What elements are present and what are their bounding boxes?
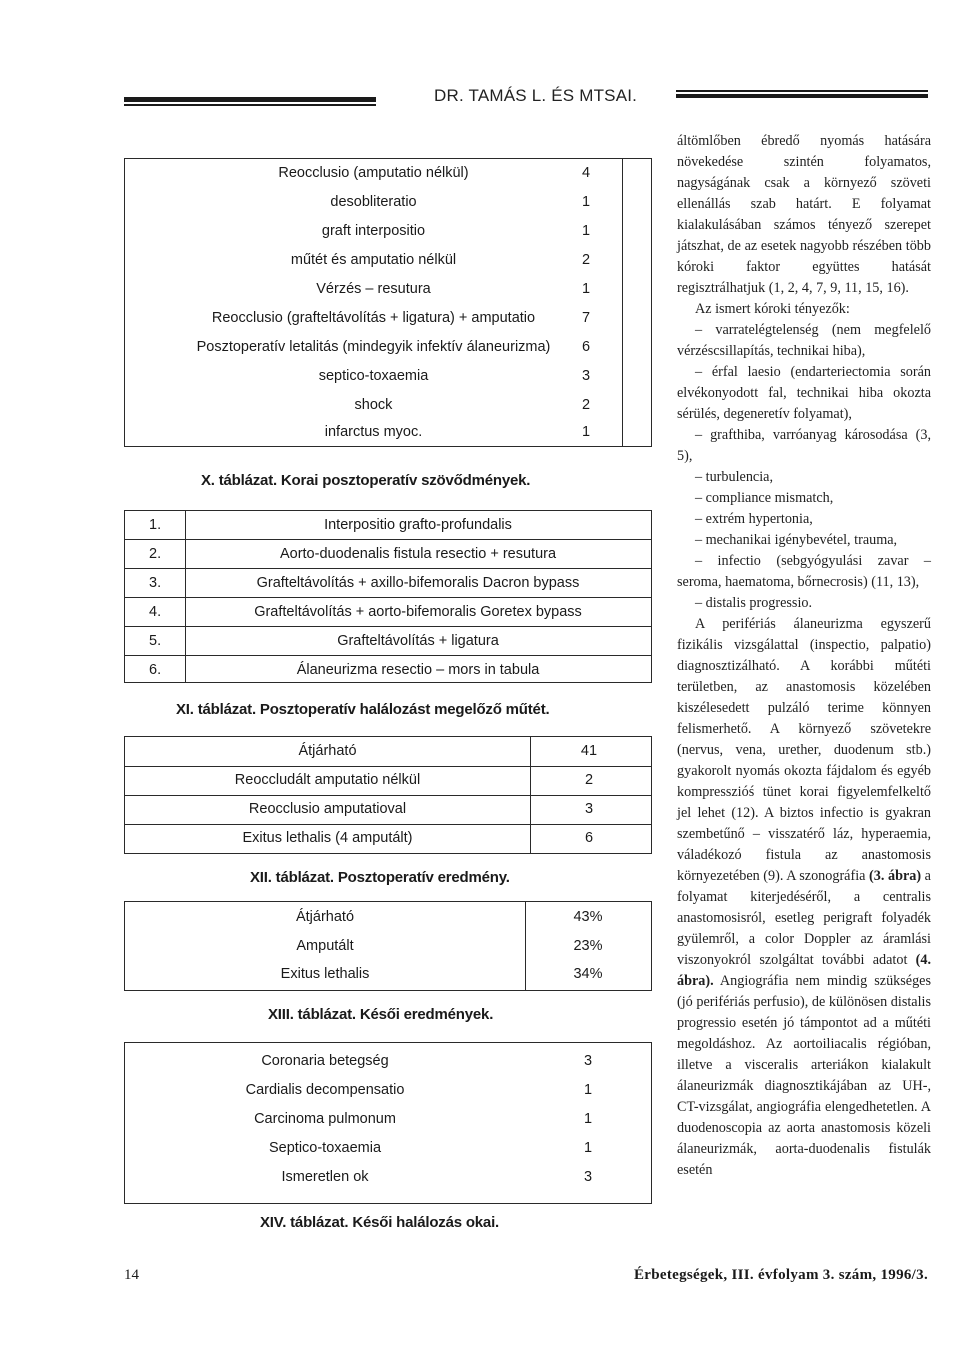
row-label: Aorto-duodenalis fistula resectio + resutura xyxy=(279,546,557,562)
row-label: graft interpositio xyxy=(321,223,426,239)
row-divider xyxy=(125,766,651,767)
row-divider xyxy=(125,655,651,656)
row-label: műtét és amputatio nélkül xyxy=(290,252,457,268)
table-x xyxy=(124,158,652,447)
row-divider xyxy=(125,824,651,825)
row-label: Átjárható xyxy=(298,743,357,759)
list-item: – mechanikai igénybevétel, trauma, xyxy=(695,532,898,548)
paragraph-text: a folyamat kiterjedéséről, a centralis anastomosisról, esetleg perigraft folyadék gyülemről, a color Doppler az áramlási viszonyokról szolgáltat további adatot xyxy=(677,868,931,968)
row-value: 1 xyxy=(583,1140,593,1156)
row-label: Grafteltávolítás + ligatura xyxy=(337,633,499,649)
figure-reference: (3. ábra) xyxy=(869,868,922,884)
row-label: Ismeretlen ok xyxy=(281,1169,369,1185)
row-value: 1 xyxy=(583,1082,593,1098)
row-number: 6. xyxy=(149,662,162,678)
row-label: Interpositio grafto-profundalis xyxy=(324,517,512,533)
row-label: shock xyxy=(354,397,393,413)
row-label: Posztoperatív letalitás (mindegyik infektív álaneurizma) xyxy=(196,339,551,355)
list-item: – grafthiba, varróanyag károsodása (3, 5), xyxy=(677,427,931,464)
table-xiv-caption: XIV. táblázat. Késői halálozás okai. xyxy=(260,1214,500,1231)
row-label: Amputált xyxy=(296,938,354,954)
list-item: – varratelégtelenség (nem megfelelő vérzéscsillapítás, technikai hiba), xyxy=(677,322,931,359)
row-label: Exitus lethalis xyxy=(280,966,370,982)
running-header: DR. TAMÁS L. ÉS MTSAI. xyxy=(434,86,638,105)
row-divider xyxy=(125,795,651,796)
row-label: Grafteltávolítás + axillo-bifemoralis Dacron bypass xyxy=(256,575,580,591)
paragraph: Az ismert kóroki tényezők: xyxy=(695,301,850,317)
row-value: 1 xyxy=(583,1111,593,1127)
row-value: 3 xyxy=(581,368,591,384)
row-label: Exitus lethalis (4 amputált) xyxy=(242,830,413,846)
row-value: 1 xyxy=(581,223,591,239)
row-divider xyxy=(125,626,651,627)
paragraph-text: Angiográfia nem mindig szükséges (jó perifériás perfusio), de különösen distalis progressio esetén jó támpontot ad a műtéti megoldáshoz. Az aortoiliacalis régióban, illetve a visceralis arteriákon kialakult álaneurizmák diagnosztikájában az UH-, CT-vizsgálat, angiográfia elengedhetetlen. A duodenoscopia az aorta anastomosis közeli álaneurizmák, aorta-duodenalis fistulák esetén xyxy=(677,973,931,1178)
row-label: infarctus myoc. xyxy=(324,424,423,440)
column-divider xyxy=(622,159,623,446)
header-rule-left xyxy=(124,97,376,102)
list-item: – érfal laesio (endarteriectomia során elvékonyodott fal, technikai hiba okozta sérülés, degeneretív folyamat), xyxy=(677,364,931,422)
row-number: 5. xyxy=(149,633,162,649)
row-value: 23% xyxy=(573,938,603,954)
row-label: Reocclusio amputatioval xyxy=(248,801,407,817)
row-divider xyxy=(125,539,651,540)
table-xii xyxy=(124,736,652,854)
paragraph-text: A perifériás álaneurizma egyszerű fizikális vizsgálattal (inspectio, palpatio) diagnosztizálható. A korábbi műtéti területben, az anastomosis közelében kiszélesedett pulzáló terime könnyen felismerhető. A környező szövetekre (nervus, vena, urether, duodenum stb.) gyakorolt nyomás okozta fájdalom és egyéb kompresszióś tünet korai figyelemfelkeltő jel lehet (12). A biztos infectio is gyakran szembetűnő – visszatérő láz, hyperaemia, váladékozó fistula az anastomosis környezetében (9). A szonográfia xyxy=(677,616,931,884)
list-item: – extrém hypertonia, xyxy=(695,511,813,527)
row-label: Átjárható xyxy=(295,909,355,925)
row-value: 2 xyxy=(581,252,591,268)
table-xiv xyxy=(124,1042,652,1204)
row-label: Carcinoma pulmonum xyxy=(254,1111,396,1127)
paragraph xyxy=(677,614,931,1181)
row-value: 6 xyxy=(584,830,594,846)
row-label: Cardialis decompensatio xyxy=(245,1082,405,1098)
row-value: 3 xyxy=(584,801,594,817)
header-rule-right xyxy=(676,90,928,92)
row-divider xyxy=(125,597,651,598)
row-label: Coronaria betegség xyxy=(261,1053,389,1069)
row-value: 43% xyxy=(573,909,603,925)
list-item: – turbulencia, xyxy=(695,469,774,485)
list-item: – distalis progressio. xyxy=(695,595,813,611)
table-xiii-caption: XIII. táblázat. Késői eredmények. xyxy=(268,1006,494,1023)
row-label: Reoccludált amputatio nélkül xyxy=(234,772,421,788)
table-xiii xyxy=(124,901,652,991)
table-xii-caption: XII. táblázat. Posztoperatív eredmény. xyxy=(250,869,510,886)
row-number: 2. xyxy=(149,546,162,562)
list-item: – compliance mismatch, xyxy=(695,490,834,506)
row-label: Septico-toxaemia xyxy=(268,1140,382,1156)
row-label: Grafteltávolítás + aorto-bifemoralis Goretex bypass xyxy=(254,604,582,620)
header-rule-left-thin xyxy=(124,104,376,106)
row-value: 1 xyxy=(581,281,591,297)
row-value: 3 xyxy=(583,1169,593,1185)
row-divider xyxy=(125,568,651,569)
row-value: 3 xyxy=(583,1053,593,1069)
table-xi-caption: XI. táblázat. Posztoperatív halálozást megelőző műtét. xyxy=(176,701,550,718)
column-divider xyxy=(525,902,526,990)
row-label: Álaneurizma resectio – mors in tabula xyxy=(296,662,540,678)
body-text-column xyxy=(677,131,931,1181)
row-number: 3. xyxy=(149,575,162,591)
paragraph: áltömlőben ébredő nyomás hatására növekedése szintén folyamatos, nagyságának csak a környező szöveti ellenállás szab határt. E folyamat kialakulásában számos tényező szerepet játszhat, de az esetek nagyobb részében több kóroki faktor együttes hatását regisztrálhatjuk (1, 2, 4, 7, 9, 11, 15, 16). xyxy=(677,133,931,296)
journal-footer: Érbetegségek, III. évfolyam 3. szám, 1996/3. xyxy=(634,1267,928,1283)
row-label: septico-toxaemia xyxy=(318,368,429,384)
page-number: 14 xyxy=(124,1267,139,1283)
header-rule-right-thick xyxy=(676,94,928,98)
figure-reference: (4. ábra). xyxy=(677,952,931,989)
row-value: 2 xyxy=(584,772,594,788)
row-value: 1 xyxy=(581,424,591,440)
row-label: Reocclusio (grafteltávolítás + ligatura) + amputatio xyxy=(211,310,536,326)
row-value: 2 xyxy=(581,397,591,413)
row-number: 4. xyxy=(149,604,162,620)
row-label: desobliteratio xyxy=(330,194,417,210)
row-number: 1. xyxy=(149,517,162,533)
row-label: Reocclusio (amputatio nélkül) xyxy=(278,165,469,181)
row-value: 7 xyxy=(581,310,591,326)
row-value: 1 xyxy=(581,194,591,210)
table-xi xyxy=(124,510,652,683)
row-value: 4 xyxy=(581,165,591,181)
table-x-caption: X. táblázat. Korai posztoperatív szövődmények. xyxy=(201,472,531,489)
row-label: Vérzés – resutura xyxy=(316,281,431,297)
row-value: 41 xyxy=(580,743,598,759)
row-value: 34% xyxy=(573,966,603,982)
list-item: – infectio (sebgyógyulási zavar – seroma, haematoma, bőrnecrosis) (11, 13), xyxy=(677,553,931,590)
row-value: 6 xyxy=(581,339,591,355)
